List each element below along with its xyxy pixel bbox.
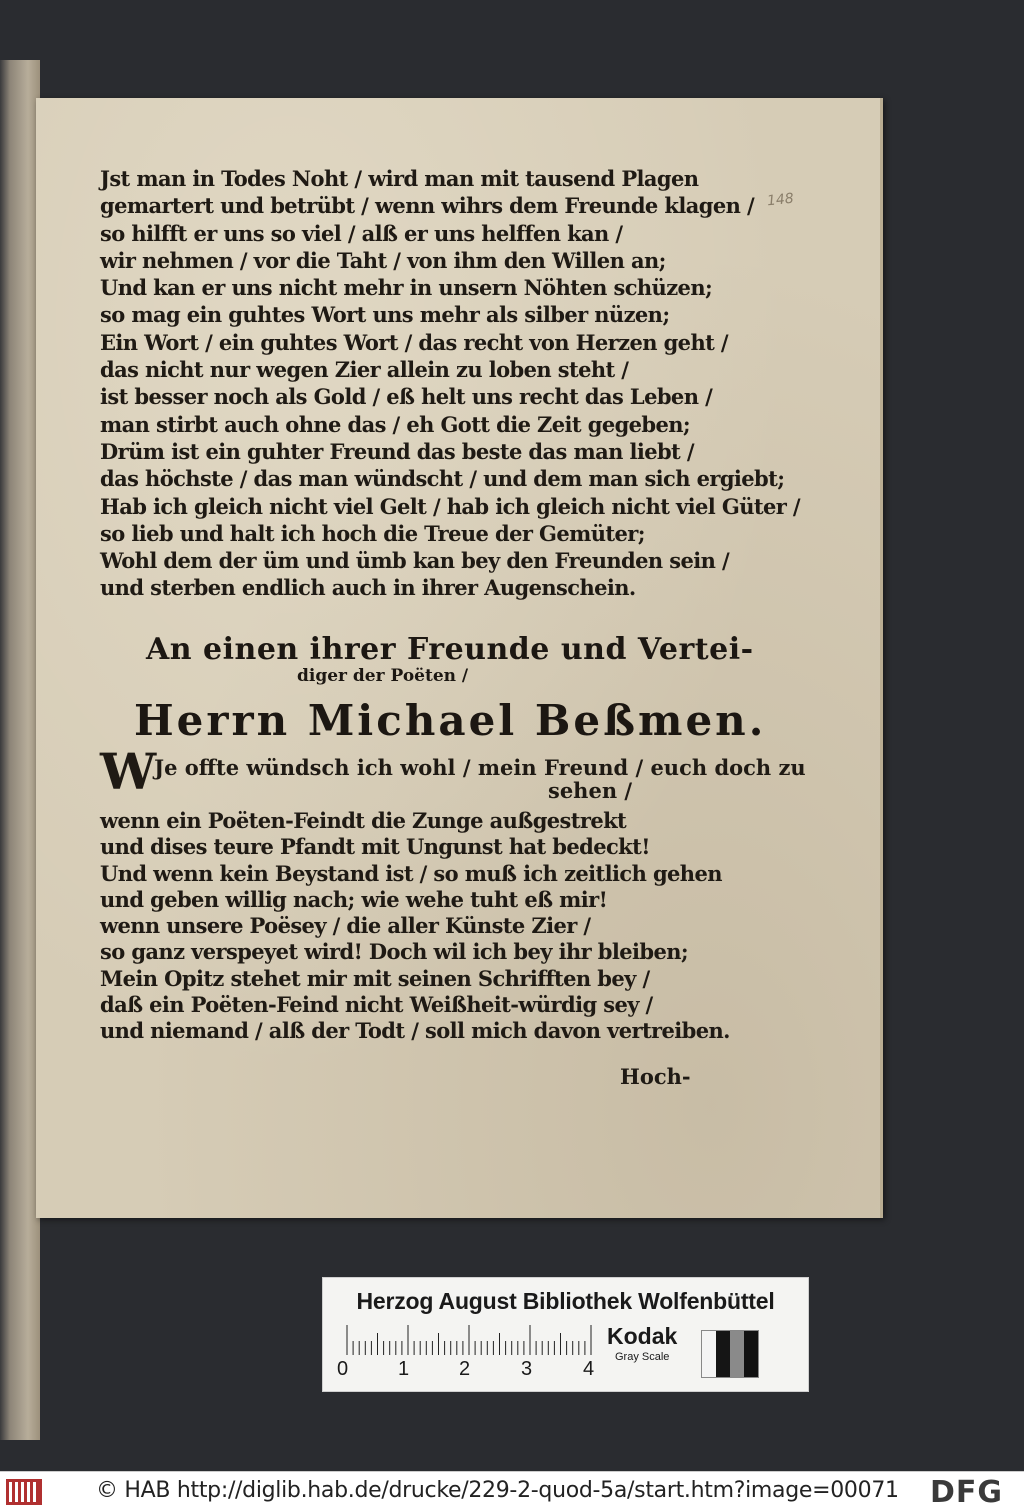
poem-title-line2: diger der Poëten / (297, 666, 469, 686)
ruler-number: 2 (459, 1358, 471, 1380)
verse-line: und niemand / alß der Todt / soll mich davon vertreiben. (100, 1018, 730, 1044)
verse-line: Und wenn kein Beystand ist / so muß ich zeitlich gehen (100, 860, 722, 886)
verse-line: Wohl dem der üm und ümb kan bey den Freunden sein / (100, 548, 730, 574)
verse-line: wir nehmen / vor die Taht / von ihm den Willen an; (100, 247, 666, 273)
catchword: Hoch- (620, 1064, 691, 1089)
first-line-text: Je offte wündsch ich wohl / mein Freund / euch doch zu (154, 755, 806, 780)
hab-logo-icon (6, 1479, 42, 1505)
ruler-number: 0 (337, 1358, 349, 1380)
verse-line: so hilfft er uns so viel / alß er uns helffen kan / (100, 220, 623, 246)
verse-line: Hab ich gleich nicht viel Gelt / hab ich gleich nicht viel Güter / (100, 493, 800, 519)
verse-line: so ganz verspeyet wird! Doch wil ich bey ihr bleiben; (100, 939, 689, 965)
verse-line: Jst man in Todes Noht / wird man mit tausend Plagen (100, 166, 699, 191)
color-scale-card (322, 1277, 809, 1392)
dfg-logo: DFG (930, 1475, 1004, 1510)
poem-second-first-line (100, 742, 806, 801)
verse-line: Ein Wort / ein guhtes Wort / das recht von Herzen geht / (100, 329, 728, 355)
verse-line: so mag ein guhtes Wort uns mehr als silber nüzen; (100, 302, 670, 328)
verse-line: wenn unsere Poësey / die aller Künste Zier / (100, 913, 591, 939)
ruler-number: 1 (398, 1358, 410, 1380)
poem-title-line1: An einen ihrer Freunde und Vertei- (146, 632, 754, 667)
verse-line: wenn ein Poëten-Feindt die Zunge außgestrekt (100, 808, 627, 833)
verse-line: und geben willig nach; wie wehe tuht eß mir! (100, 886, 608, 912)
verse-line: und dises teure Pfandt mit Ungunst hat bedeckt! (100, 834, 650, 860)
verse-line: und sterben endlich auch in ihrer Augenschein. (100, 575, 636, 601)
gray-patch-dark (744, 1331, 758, 1377)
ruler-numbers (337, 1358, 607, 1382)
verse-line: so lieb und halt ich hoch die Treue der Gemüter; (100, 520, 645, 546)
footer-credit-link[interactable]: © HAB http://diglib.hab.de/drucke/229-2-quod-5a/start.htm?image=00071 (96, 1478, 899, 1503)
library-name: Herzog August Bibliothek Wolfenbüttel (356, 1288, 775, 1314)
ruler-number: 3 (521, 1358, 533, 1380)
gray-patch-black (716, 1331, 730, 1377)
verse-line: gemartert und betrübt / wenn wihrs dem Freunde klagen / (100, 193, 755, 219)
verse-line: Mein Opitz stehet mir mit seinen Schrifften bey / (100, 965, 650, 991)
drop-capital: W (100, 742, 155, 801)
handwritten-page-number: 148 (766, 190, 795, 210)
verse-line: das nicht nur wegen Zier allein zu loben steht / (100, 357, 629, 383)
poem-second-part (100, 808, 730, 1045)
gray-patch-mid (730, 1331, 744, 1377)
verse-line: das höchste / das man wündscht / und dem man sich ergiebt; (100, 466, 785, 492)
gray-patch-white (702, 1331, 716, 1377)
verse-line: daß ein Poëten-Feind nicht Weißheit-würdig sey / (100, 992, 653, 1018)
gray-scale-label: Gray Scale (615, 1351, 670, 1363)
footer-bar (0, 1471, 1024, 1512)
poem-dedicatee-name: Herrn Michael Beßmen. (134, 696, 767, 745)
ruler-scale (345, 1323, 595, 1355)
book-binding-edge (0, 60, 40, 1440)
verse-line: Und kan er uns nicht mehr in unsern Nöhten schüzen; (100, 275, 713, 301)
kodak-brand: Kodak (607, 1323, 678, 1349)
verse-line: ist besser noch als Gold / eß helt uns recht das Leben / (100, 384, 713, 410)
verse-line: Drüm ist ein guhter Freund das beste das man liebt / (100, 438, 694, 464)
ruler-number: 4 (583, 1358, 595, 1380)
first-line-turnover: sehen / (548, 778, 633, 803)
verse-line: man stirbt auch ohne das / eh Gott die Zeit gegeben; (100, 411, 691, 437)
gray-scale-patches (701, 1330, 759, 1378)
